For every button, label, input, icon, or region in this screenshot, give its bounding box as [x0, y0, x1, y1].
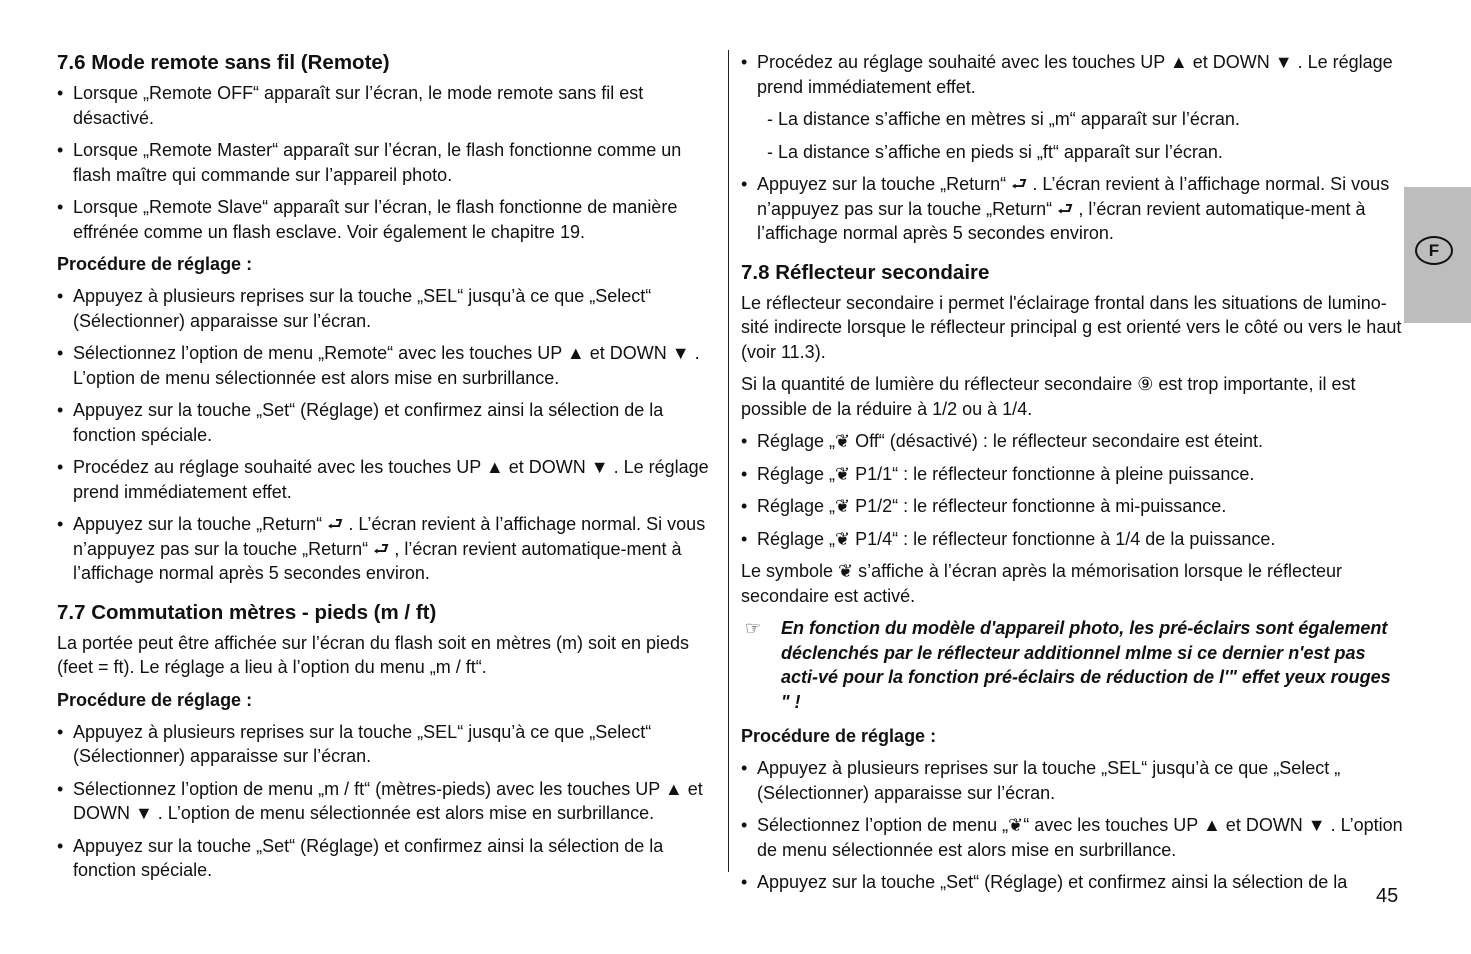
column-divider [728, 50, 729, 872]
list-item: • Appuyez sur la touche „Set“ (Réglage) et confirmez ainsi la sélection de la [741, 870, 1403, 895]
remote-procedure-list [57, 284, 719, 586]
note-block [741, 616, 1403, 714]
list-item: • Procédez au réglage souhaité avec les touches UP ▲ et DOWN ▼ . Le réglage prend immédiatement effet. [741, 50, 1403, 99]
list-item: • Réglage „❦ Off“ (désactivé) : le réflecteur secondaire est éteint. [741, 429, 1403, 454]
list-item: • Sélectionnez l’option de menu „m / ft“ (mètres-pieds) avec les touches UP ▲ et DOWN ▼ . L’option de menu sélectionnée est alors mise en surbrillance. [57, 777, 719, 826]
list-item: • Réglage „❦ P1/1“ : le réflecteur fonctionne à pleine puissance. [741, 462, 1403, 487]
list-item: • Appuyez à plusieurs reprises sur la touche „SEL“ jusqu’à ce que „Select“ (Sélectionner) apparaisse sur l’écran. [57, 284, 719, 333]
right-column [741, 50, 1403, 903]
procedure-heading: Procédure de réglage : [741, 726, 937, 746]
list-item: • Lorsque „Remote OFF“ apparaît sur l’écran, le mode remote sans fil est désactivé. [57, 81, 719, 130]
left-column [57, 50, 719, 891]
list-item: • Lorsque „Remote Slave“ apparaît sur l’écran, le flash fonctionne de manière effrénée comme un flash esclave. Voir également le chapitre 19. [57, 195, 719, 244]
list-item: • Sélectionnez l’option de menu „❦“ avec les touches UP ▲ et DOWN ▼ . L’option de menu sélectionnée est alors mise en surbrillance. [741, 813, 1403, 862]
list-item: • Appuyez sur la touche „Return“ ⮐ . L’écran revient à l’affichage normal. Si vous n’appuyez pas sur la touche „Return“ ⮐ , l’écran revient automatique-ment à l’affichage normal après 5 secondes environ. [741, 172, 1403, 246]
list-item: • Appuyez sur la touche „Set“ (Réglage) et confirmez ainsi la sélection de la fonction spéciale. [57, 398, 719, 447]
section-7-7-paragraph: La portée peut être affichée sur l’écran du flash soit en mètres (m) soit en pieds (feet = ft). Le réglage a lieu à l’option du menu „m / ft“. [57, 632, 690, 677]
language-tab-label: F [1415, 236, 1453, 265]
list-item: • Lorsque „Remote Master“ apparaît sur l’écran, le flash fonctionne comme un flash maître qui commande sur l’appareil photo. [57, 138, 719, 187]
section-7-8-title: 7.8 Réflecteur secondaire [741, 260, 990, 284]
reflector-settings-list [741, 429, 1403, 551]
list-item: • Sélectionnez l’option de menu „Remote“ avec les touches UP ▲ et DOWN ▼ . L’option de menu sélectionnée est alors mise en surbrillance. [57, 341, 719, 390]
continued-procedure-list [741, 50, 1403, 246]
section-7-8-paragraph: Si la quantité de lumière du réflecteur secondaire ⑨ est trop importante, il est possible de la réduire à 1/2 ou à 1/4. [741, 374, 1356, 419]
section-7-8-paragraph: Le symbole ❦ s’affiche à l’écran après la mémorisation lorsque le réflecteur secondaire est activé. [741, 561, 1343, 606]
procedure-heading: Procédure de réglage : [57, 254, 253, 274]
list-item: • Réglage „❦ P1/4“ : le réflecteur fonctionne à 1/4 de la puissance. [741, 527, 1403, 552]
dash-item: - La distance s’affiche en mètres si „m“ apparaît sur l’écran. [767, 109, 1240, 129]
section-7-7-title: 7.7 Commutation mètres - pieds (m / ft) [57, 600, 437, 624]
section-7-8-paragraph: Le réflecteur secondaire i permet l'éclairage frontal dans les situations de lumino-sité indirecte lorsque le réflecteur principal g est orienté vers le côté ou vers le haut (voir 11.3). [741, 292, 1402, 362]
section-7-6-title: 7.6 Mode remote sans fil (Remote) [57, 51, 390, 74]
list-item: • Appuyez à plusieurs reprises sur la touche „SEL“ jusqu’à ce que „Select „ (Sélectionner) apparaisse sur l’écran. [741, 756, 1403, 805]
list-item: • Procédez au réglage souhaité avec les touches UP ▲ et DOWN ▼ . Le réglage prend immédiatement effet. [57, 455, 719, 504]
procedure-heading: Procédure de réglage : [57, 689, 253, 710]
page-number: 45 [1376, 885, 1399, 907]
pointing-hand-icon: ☞ [745, 618, 762, 638]
reflector-procedure-list [741, 756, 1403, 895]
dash-item: - La distance s’affiche en pieds si „ft“ apparaît sur l’écran. [767, 141, 1223, 162]
list-item: • Appuyez sur la touche „Return“ ⮐ . L’écran revient à l’affichage normal. Si vous n’appuyez pas sur la touche „Return“ ⮐ , l’écran revient automatique-ment à l’affichage normal après 5 secondes environ. [57, 512, 719, 586]
remote-modes-list [57, 81, 719, 244]
list-item: • Appuyez à plusieurs reprises sur la touche „SEL“ jusqu’à ce que „Select“ (Sélectionner) apparaisse sur l’écran. [57, 720, 719, 769]
units-procedure-list [57, 720, 719, 883]
list-item: • Réglage „❦ P1/2“ : le réflecteur fonctionne à mi-puissance. [741, 494, 1403, 519]
language-tab [1404, 187, 1471, 323]
list-item: • Appuyez sur la touche „Set“ (Réglage) et confirmez ainsi la sélection de la fonction spéciale. [57, 834, 719, 883]
note-text: En fonction du modèle d'appareil photo, les pré-éclairs sont également déclenchés par le réflecteur additionnel mlme si ce dernier n'est pas acti-vé pour la fonction pré-éclairs de réduction de l'" effet yeux rouges " ! [781, 618, 1391, 712]
